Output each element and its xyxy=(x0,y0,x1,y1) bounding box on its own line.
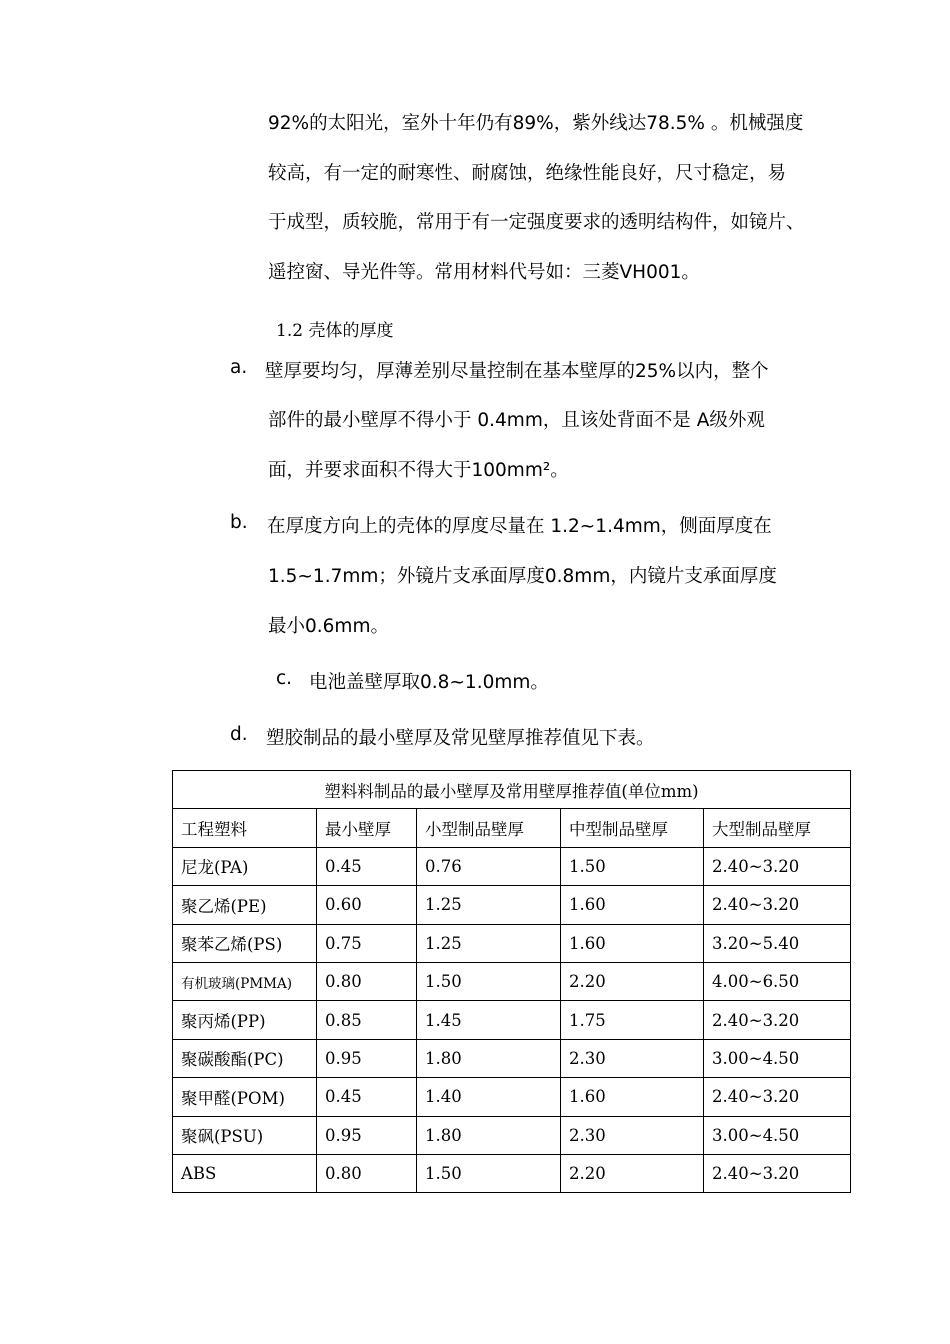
cell-medium: 1.60 xyxy=(561,886,704,924)
cell-medium: 1.60 xyxy=(561,1078,704,1116)
cell-large: 4.00~6.50 xyxy=(704,962,851,1000)
cell-small: 0.76 xyxy=(417,847,561,885)
cell-large: 3.00~4.50 xyxy=(704,1116,851,1154)
cell-medium: 1.60 xyxy=(561,924,704,962)
table-row xyxy=(173,1154,851,1192)
cell-material: ABS xyxy=(173,1154,317,1192)
item-a-line-3: 面，并要求面积不得大于100mm²。 xyxy=(268,460,569,481)
header-min-thickness: 最小壁厚 xyxy=(317,809,417,847)
table-row xyxy=(173,962,851,1000)
item-b-marker: b. xyxy=(230,512,248,533)
cell-small: 1.45 xyxy=(417,1001,561,1039)
cell-min: 0.85 xyxy=(317,1001,417,1039)
cell-large: 2.40~3.20 xyxy=(704,1078,851,1116)
table-row xyxy=(173,886,851,924)
cell-large: 2.40~3.20 xyxy=(704,1154,851,1192)
table-row xyxy=(173,1001,851,1039)
cell-min: 0.95 xyxy=(317,1039,417,1077)
header-small-part: 小型制品壁厚 xyxy=(417,809,561,847)
cell-medium: 2.20 xyxy=(561,962,704,1000)
item-a-marker: a. xyxy=(230,357,248,378)
cell-min: 0.45 xyxy=(317,847,417,885)
section-heading: 1.2 壳体的厚度 xyxy=(276,321,394,341)
table-caption-row xyxy=(173,771,851,809)
item-d-marker: d. xyxy=(230,724,248,745)
cell-min: 0.95 xyxy=(317,1116,417,1154)
intro-line-4: 遥控窗、导光件等。常用材料代号如：三菱VH001。 xyxy=(268,262,700,283)
cell-small: 1.40 xyxy=(417,1078,561,1116)
cell-large: 3.20~5.40 xyxy=(704,924,851,962)
cell-large: 2.40~3.20 xyxy=(704,886,851,924)
cell-large: 2.40~3.20 xyxy=(704,1001,851,1039)
cell-small: 1.25 xyxy=(417,886,561,924)
item-c-line-1: 电池盖壁厚取0.8~1.0mm。 xyxy=(309,672,549,693)
cell-min: 0.80 xyxy=(317,962,417,1000)
cell-small: 1.25 xyxy=(417,924,561,962)
cell-material: 聚甲醛(POM) xyxy=(173,1078,317,1116)
cell-large: 2.40~3.20 xyxy=(704,847,851,885)
item-b-line-2: 1.5~1.7mm；外镜片支承面厚度0.8mm，内镜片支承面厚度 xyxy=(268,566,777,587)
intro-line-1: 92%的太阳光，室外十年仍有89%，紫外线达78.5% 。机械强度 xyxy=(268,113,804,134)
cell-material: 聚碳酸酯(PC) xyxy=(173,1039,317,1077)
header-medium-part: 中型制品壁厚 xyxy=(561,809,704,847)
header-material: 工程塑料 xyxy=(173,809,317,847)
item-b-line-1: 在厚度方向上的壳体的厚度尽量在 1.2~1.4mm，侧面厚度在 xyxy=(267,516,772,537)
item-d-line-1: 塑胶制品的最小壁厚及常见壁厚推荐值见下表。 xyxy=(266,728,655,749)
item-a-line-1: 壁厚要均匀，厚薄差别尽量控制在基本壁厚的25%以内，整个 xyxy=(265,361,769,382)
cell-small: 1.50 xyxy=(417,962,561,1000)
wall-thickness-table xyxy=(172,770,851,1193)
cell-medium: 1.50 xyxy=(561,847,704,885)
cell-large: 3.00~4.50 xyxy=(704,1039,851,1077)
cell-material: 聚砜(PSU) xyxy=(173,1116,317,1154)
item-c-marker: c. xyxy=(276,668,293,689)
table-row xyxy=(173,1116,851,1154)
cell-small: 1.50 xyxy=(417,1154,561,1192)
cell-small: 1.80 xyxy=(417,1039,561,1077)
table-header-row xyxy=(173,809,851,847)
cell-material: 聚丙烯(PP) xyxy=(173,1001,317,1039)
cell-medium: 1.75 xyxy=(561,1001,704,1039)
cell-medium: 2.20 xyxy=(561,1154,704,1192)
item-b-line-3: 最小0.6mm。 xyxy=(268,616,389,637)
cell-small: 1.80 xyxy=(417,1116,561,1154)
cell-material: 尼龙(PA) xyxy=(173,847,317,885)
table-row xyxy=(173,1039,851,1077)
table-row xyxy=(173,1078,851,1116)
cell-min: 0.75 xyxy=(317,924,417,962)
cell-min: 0.45 xyxy=(317,1078,417,1116)
cell-material: 有机玻璃(PMMA) xyxy=(173,962,317,1000)
intro-line-3: 于成型，质较脆，常用于有一定强度要求的透明结构件，如镜片、 xyxy=(268,212,805,233)
table-row xyxy=(173,924,851,962)
table-caption: 塑料料制品的最小壁厚及常用壁厚推荐值(单位mm) xyxy=(173,771,851,809)
cell-min: 0.80 xyxy=(317,1154,417,1192)
cell-medium: 2.30 xyxy=(561,1039,704,1077)
intro-line-2: 较高，有一定的耐寒性、耐腐蚀，绝缘性能良好，尺寸稳定，易 xyxy=(268,163,787,184)
header-large-part: 大型制品壁厚 xyxy=(704,809,851,847)
cell-medium: 2.30 xyxy=(561,1116,704,1154)
cell-material: 聚乙烯(PE) xyxy=(173,886,317,924)
item-a-line-2: 部件的最小壁厚不得小于 0.4mm，且该处背面不是 A级外观 xyxy=(268,410,765,431)
cell-material: 聚苯乙烯(PS) xyxy=(173,924,317,962)
table-row xyxy=(173,847,851,885)
cell-min: 0.60 xyxy=(317,886,417,924)
